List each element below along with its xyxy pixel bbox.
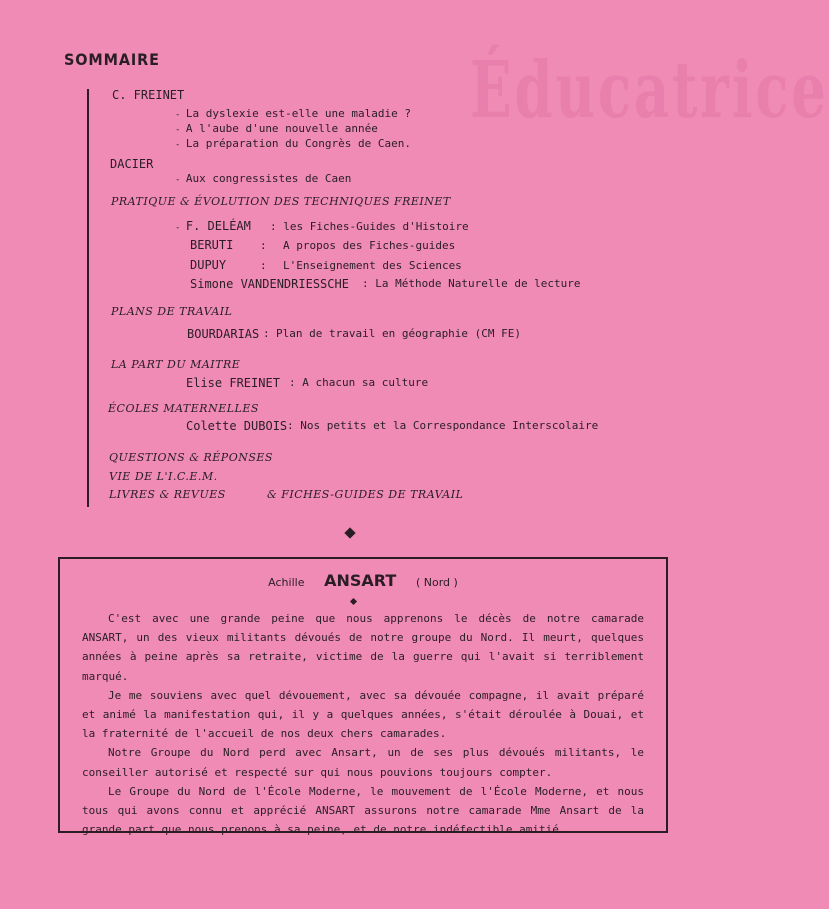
obituary-text: [82, 609, 644, 839]
section-heading-pratique: PRATIQUE & ÉVOLUTION DES TECHNIQUES FREINET: [111, 195, 451, 208]
section-heading-livres: LIVRES & REVUES: [109, 488, 226, 501]
toc-entry-sep: :: [260, 239, 267, 252]
toc-item: - Aux congressistes de Caen: [175, 172, 351, 187]
toc-author-dacier: DACIER: [110, 157, 154, 171]
section-heading-fiches: & FICHES-GUIDES DE TRAVAIL: [267, 488, 464, 501]
toc-entry-name: Simone VANDENDRIESSCHE: [190, 277, 349, 291]
toc-entry: - F. DELÉAM: [175, 219, 251, 235]
toc-entry-name: Elise FREINET: [186, 376, 280, 390]
section-heading-maternelles: ÉCOLES MATERNELLES: [108, 402, 259, 415]
toc-entry-sep: :: [263, 327, 270, 340]
toc-entry-name: Colette DUBOIS: [186, 419, 288, 433]
toc-entry-title: A propos des Fiches-guides: [283, 239, 456, 252]
ghost-heading: Éducatrice: [470, 45, 829, 136]
toc-entry-title: L'Enseignement des Sciences: [283, 259, 462, 272]
obituary-region: ( Nord ): [415, 576, 458, 589]
obituary-paragraph: Notre Groupe du Nord perd avec Ansart, un de ses plus dévoués militants, le conseiller autorisé et respecté sur qui nous pouvions toujours compter.: [82, 746, 644, 779]
obituary-paragraph: Je me souviens avec quel dévouement, avec sa dévouée compagne, il avait préparé et animé la manifestation qui, il y a quelques années, s'était déroulée à Douai, et la fraternité de l'accueil de nos deux chers camarades.: [82, 688, 644, 741]
toc-entry-name: DUPUY: [190, 258, 227, 272]
section-heading-vie: VIE DE L'I.C.E.M.: [109, 470, 218, 483]
page-title: SOMMAIRE: [64, 50, 160, 69]
section-heading-questions: QUESTIONS & RÉPONSES: [109, 451, 273, 464]
toc-rule: [87, 89, 89, 507]
toc-author-freinet: C. FREINET: [112, 88, 185, 102]
toc-entry-title: : les Fiches-Guides d'Histoire: [270, 220, 469, 233]
section-heading-plans: PLANS DE TRAVAIL: [111, 305, 233, 318]
obituary-paragraph: C'est avec une grande peine que nous apprenons le décès de notre camarade ANSART, un des vieux militants dévoués de notre groupe du Nord. Il meurt, quelques années à peine après sa retraite, victime de la guerre qui l'avait si terriblement marqué.: [82, 612, 644, 683]
section-heading-maitre: LA PART DU MAITRE: [111, 358, 241, 371]
toc-entry-name: BOURDARIAS: [187, 327, 260, 341]
diamond-ornament: [344, 527, 355, 538]
toc-entry-title: Plan de travail en géographie (CM FE): [276, 327, 522, 340]
obituary-paragraph: Le Groupe du Nord de l'École Moderne, le mouvement de l'École Moderne, et nous tous qui avons connu et apprécié ANSART assurons notre camarade Mme Ansart de la grande part que nous prenons à sa peine, et de notre indéfectible amitié.: [82, 784, 644, 837]
obituary-box: [58, 557, 668, 837]
obituary-last-name: ANSART: [324, 571, 397, 590]
toc-item: - A l'aube d'une nouvelle année: [175, 122, 378, 137]
small-diamond-ornament: [350, 598, 357, 605]
toc-entry-sep: :: [260, 259, 267, 272]
toc-entry-title: : Nos petits et la Correspondance Interscolaire: [287, 419, 599, 432]
toc-entry-title: : A chacun sa culture: [289, 376, 429, 389]
toc-entry-name: BERUTI: [190, 238, 234, 252]
toc-entry-title: : La Méthode Naturelle de lecture: [362, 277, 581, 290]
obituary-first-name: Achille: [268, 576, 305, 589]
toc-item: - La dyslexie est-elle une maladie ?: [175, 107, 411, 122]
toc-item: - La préparation du Congrès de Caen.: [175, 137, 411, 152]
obituary-heading: [60, 571, 666, 590]
